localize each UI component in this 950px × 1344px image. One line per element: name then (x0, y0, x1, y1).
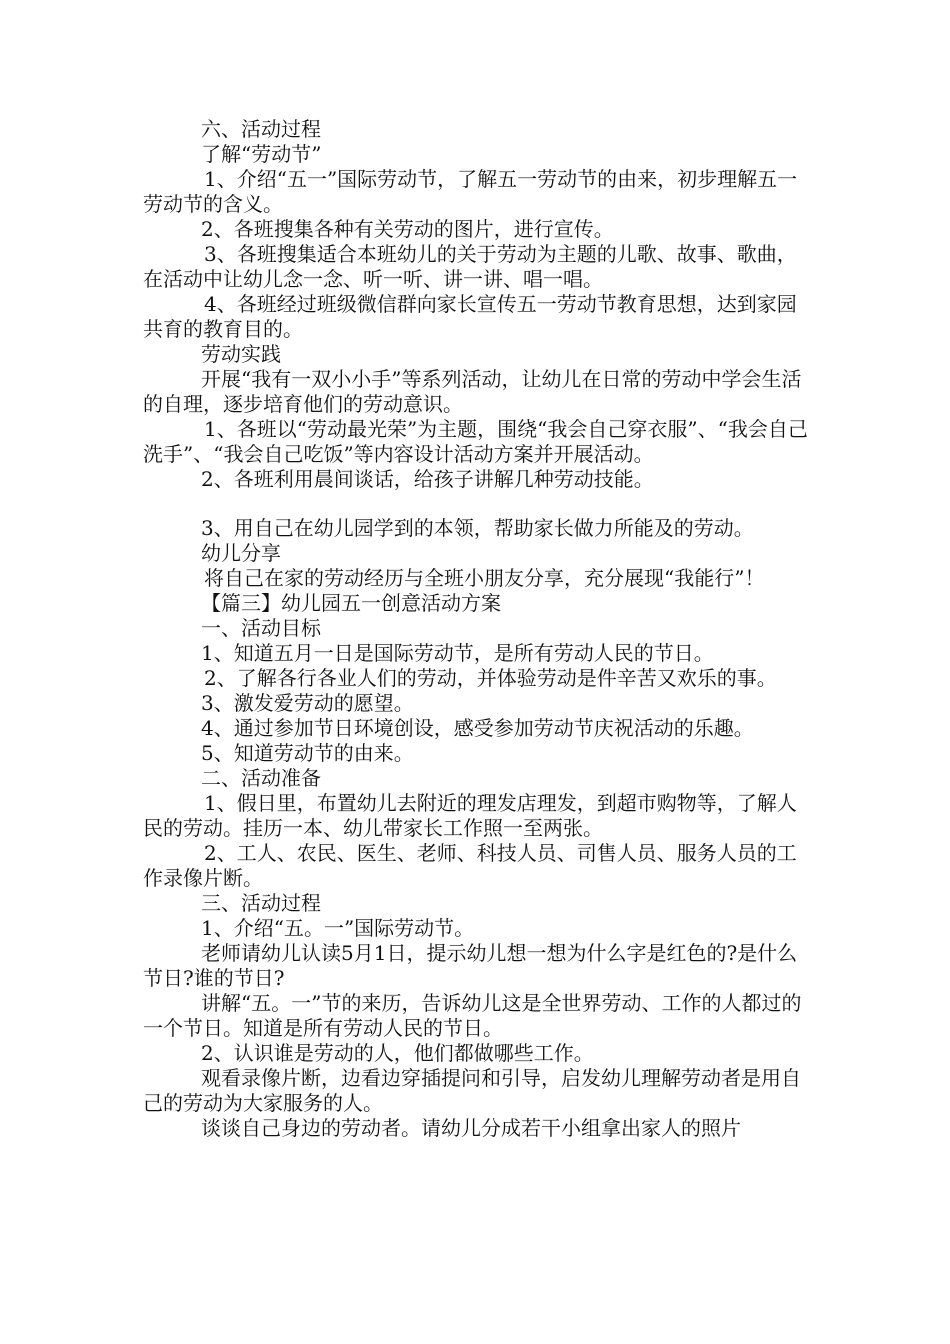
paragraph: 谈谈自己身边的劳动者。请幼儿分成若干小组拿出家人的照片 (201, 1116, 741, 1140)
blank-line (143, 492, 811, 516)
paragraph: 3、各班搜集适合本班幼儿的关于劳动为主题的儿歌、故事、歌曲，在活动中让幼儿念一念、听一听、讲一讲、唱一唱。 (143, 242, 797, 291)
paragraph: 讲解“五。一”节的来历，告诉幼儿这是全世界劳动、工作的人都过的一个节日。知道是所有劳动人民的节日。 (143, 991, 802, 1040)
paragraph: 3、激发爱劳动的愿望。 (201, 691, 414, 715)
paragraph: 2、认识谁是劳动的人，他们都做哪些工作。 (201, 1041, 594, 1065)
subheading: 幼儿分享 (201, 541, 281, 565)
document-body (143, 117, 811, 1141)
subheading: 劳动实践 (201, 342, 281, 366)
paragraph: 1、介绍“五。一”国际劳动节。 (201, 916, 475, 940)
paragraph: 1、假日里，布置幼儿去附近的理发店理发，到超市购物等，了解人民的劳动。挂历一本、幼儿带家长工作照一至两张。 (143, 791, 797, 840)
paragraph: 1、介绍“五一”国际劳动节，了解五一劳动节的由来，初步理解五一劳动节的含义。 (143, 167, 798, 216)
paragraph: 开展“我有一双小小手”等系列活动，让幼儿在日常的劳动中学会生活的自理，逐步培育他们的劳动意识。 (143, 367, 802, 416)
section-heading: 六、活动过程 (201, 117, 321, 141)
section-heading: 二、活动准备 (201, 766, 321, 790)
paragraph: 将自己在家的劳动经历与全班小朋友分享，充分展现“我能行”！ (204, 566, 765, 590)
article-title: 【篇三】幼儿园五一创意活动方案 (201, 591, 501, 615)
section-heading: 三、活动过程 (201, 891, 321, 915)
paragraph: 4、各班经过班级微信群向家长宣传五一劳动节教育思想，达到家园共育的教育目的。 (143, 292, 797, 341)
paragraph: 观看录像片断，边看边穿插提问和引导，启发幼儿理解劳动者是用自己的劳动为大家服务的人。 (143, 1066, 801, 1115)
subheading: 了解“劳动节” (201, 142, 322, 166)
paragraph: 3、用自己在幼儿园学到的本领，帮助家长做力所能及的劳动。 (201, 516, 754, 540)
paragraph: 2、了解各行各业人们的劳动，并体验劳动是件辛苦又欢乐的事。 (204, 666, 777, 690)
paragraph: 老师请幼儿认读5月1日，提示幼儿想一想为什么字是红色的?是什么节日?谁的节日? (143, 941, 798, 990)
paragraph: 2、各班搜集各种有关劳动的图片，进行宣传。 (201, 217, 614, 241)
paragraph: 1、知道五月一日是国际劳动节，是所有劳动人民的节日。 (201, 641, 714, 665)
paragraph: 4、通过参加节日环境创设，感受参加劳动节庆祝活动的乐趣。 (201, 716, 754, 740)
paragraph: 1、各班以“劳动最光荣”为主题，围绕“我会自己穿衣服”、“我会自己洗手”、“我会自己吃饭”等内容设计活动方案并开展活动。 (143, 417, 808, 466)
paragraph: 2、工人、农民、医生、老师、科技人员、司售人员、服务人员的工作录像片断。 (143, 841, 797, 890)
paragraph: 2、各班利用晨间谈话，给孩子讲解几种劳动技能。 (201, 467, 654, 491)
paragraph: 5、知道劳动节的由来。 (201, 741, 414, 765)
section-heading: 一、活动目标 (201, 616, 321, 640)
